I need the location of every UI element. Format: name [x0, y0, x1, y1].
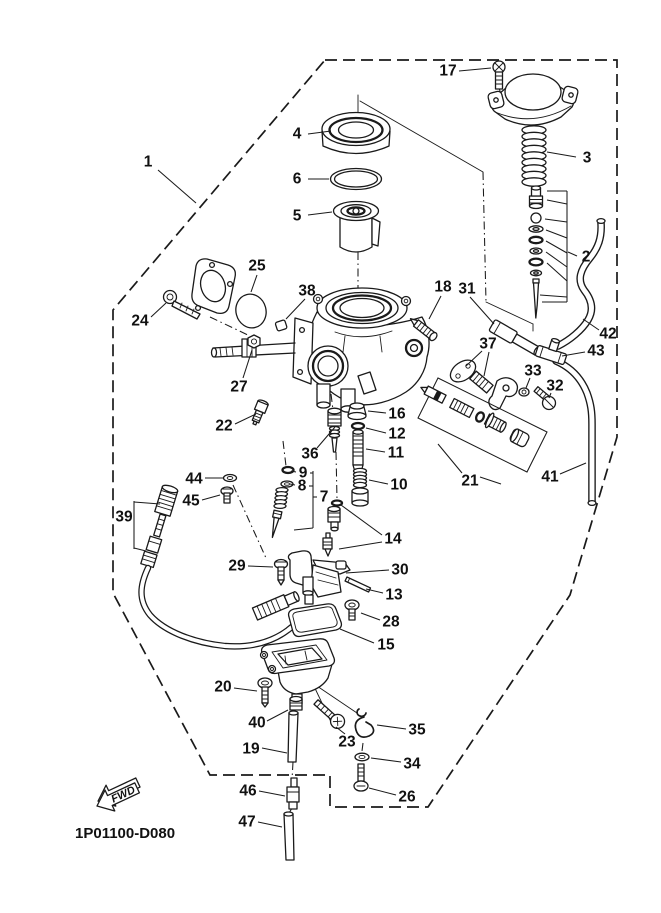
part-25-gasket-plate — [192, 259, 235, 313]
part-10-spring — [354, 468, 367, 487]
leader-line-29 — [248, 566, 273, 567]
part-label-1: 1 — [143, 153, 153, 171]
leader-line-33 — [526, 378, 530, 388]
part-label-47: 47 — [238, 813, 256, 831]
part-label-5: 5 — [292, 207, 302, 225]
part-label-34: 34 — [403, 755, 421, 773]
leader-line-15 — [340, 629, 374, 643]
leader-line-39 — [134, 548, 146, 551]
part-label-6: 6 — [292, 170, 302, 188]
leader-line-24 — [151, 303, 166, 317]
leader-line-2 — [568, 252, 577, 256]
part-label-30: 30 — [391, 561, 409, 579]
leader-line-47 — [258, 822, 282, 827]
part-label-16: 16 — [388, 405, 406, 423]
part-45-screw — [221, 487, 233, 503]
part-label-46: 46 — [239, 782, 257, 800]
part-label-38: 38 — [298, 282, 316, 300]
part-11-needle-jet — [353, 430, 363, 472]
part-46-fitting — [287, 778, 299, 809]
leader-line-14 — [339, 542, 382, 549]
leader-line-35 — [377, 725, 406, 729]
leader-line-12 — [366, 428, 386, 433]
leader-line-5 — [308, 212, 332, 215]
leader-line-30 — [346, 570, 389, 573]
part-34-washer — [355, 753, 369, 761]
part-37-bracket — [446, 356, 493, 393]
part-35-clip — [355, 709, 373, 737]
part-14-jet-set — [323, 501, 342, 557]
leader-line-11 — [366, 449, 385, 452]
part-label-3: 3 — [582, 149, 592, 167]
part-label-44: 44 — [185, 470, 203, 488]
part-label-15: 15 — [377, 636, 395, 654]
part-3-spring — [522, 126, 546, 186]
part-label-2: 2 — [581, 248, 591, 266]
part-label-13: 13 — [385, 586, 403, 604]
leader-line-39 — [134, 502, 160, 504]
part-29-screw — [275, 560, 288, 586]
fwd-arrow-label: FWD — [109, 784, 138, 806]
leader-line-10 — [369, 480, 388, 484]
part-2-needle-set — [529, 186, 543, 318]
leader-line-38 — [286, 299, 305, 319]
part-label-42: 42 — [599, 325, 617, 343]
part-label-24: 24 — [131, 312, 149, 330]
leader-line-7 — [294, 528, 313, 530]
leader-line-1 — [158, 170, 196, 203]
part-16-cap-nut — [348, 403, 366, 420]
part-label-37: 37 — [479, 335, 497, 353]
leader-line-25 — [251, 275, 257, 292]
part-47-tube — [284, 812, 294, 860]
part-label-25: 25 — [248, 257, 266, 275]
part-36-pilot-screw — [328, 408, 341, 452]
part-label-17: 17 — [439, 62, 457, 80]
leader-line-34 — [371, 758, 401, 762]
part-label-14: 14 — [384, 530, 402, 548]
part-38-plug — [275, 320, 287, 332]
fwd-arrow — [91, 773, 145, 817]
part-label-45: 45 — [182, 492, 200, 510]
part-23-screw — [311, 697, 347, 731]
part-label-21: 21 — [461, 472, 479, 490]
part-label-32: 32 — [546, 377, 564, 395]
leader-line-3 — [547, 152, 576, 157]
leader-line-31 — [470, 297, 494, 324]
float-bowl — [261, 639, 335, 704]
part-label-28: 28 — [382, 613, 400, 631]
part-26-screw — [354, 764, 368, 791]
part-4-diaphragm-cap — [322, 113, 390, 154]
part-label-29: 29 — [228, 557, 246, 575]
part-19-tube — [288, 711, 298, 762]
part-9-oring — [283, 467, 294, 473]
part-label-4: 4 — [292, 125, 302, 143]
part-12-oring — [352, 423, 364, 429]
leader-line-37 — [484, 352, 489, 376]
part-40-fitting — [290, 697, 302, 711]
part-label-43: 43 — [587, 342, 605, 360]
part-44-washer — [224, 475, 237, 482]
leader-line-19 — [262, 748, 287, 753]
part-31-tube — [489, 319, 543, 357]
leader-line-20 — [234, 688, 257, 691]
part-2-group-box — [540, 191, 567, 302]
leader-line-40 — [267, 710, 288, 721]
part-27-nut — [248, 335, 260, 348]
part-label-41: 41 — [541, 468, 559, 486]
leader-line-26 — [369, 788, 396, 795]
part-label-12: 12 — [388, 425, 406, 443]
part-label-31: 31 — [458, 280, 476, 298]
diagram-code: 1P01100-D080 — [75, 825, 176, 842]
part-28-screw — [345, 600, 359, 620]
part-label-19: 19 — [242, 740, 260, 758]
part-label-36: 36 — [301, 445, 319, 463]
part-label-23: 23 — [338, 733, 356, 751]
leader-line-28 — [361, 613, 380, 620]
leader-line-18 — [429, 296, 441, 319]
part-label-20: 20 — [214, 678, 232, 696]
leader-line-41 — [560, 463, 586, 474]
part-20-screw — [258, 678, 272, 707]
part-label-27: 27 — [230, 378, 248, 396]
part-6-oring — [331, 169, 382, 190]
part-15-gasket — [289, 604, 342, 637]
part-7-needle-jet — [268, 488, 288, 539]
part-22-pilot-jet — [249, 399, 269, 427]
part-label-22: 22 — [215, 417, 233, 435]
jet-cup — [352, 488, 368, 506]
part-label-11: 11 — [387, 444, 405, 462]
part-17-screw — [493, 61, 505, 89]
leader-line-45 — [202, 495, 220, 500]
part-label-39: 39 — [115, 508, 133, 526]
part-label-10: 10 — [390, 476, 408, 494]
part-label-40: 40 — [248, 714, 266, 732]
part-label-35: 35 — [408, 721, 426, 739]
part-5-slide — [334, 202, 381, 253]
part-label-18: 18 — [434, 278, 452, 296]
leader-line-17 — [459, 68, 491, 71]
leader-line-14 — [341, 505, 382, 535]
part-13-pin — [345, 577, 370, 592]
leader-line-16 — [368, 411, 386, 413]
leader-line-21 — [480, 477, 501, 484]
part-label-8: 8 — [297, 477, 307, 495]
part-label-26: 26 — [398, 788, 416, 806]
leader-line-21 — [438, 444, 462, 473]
part-33-washer — [519, 388, 529, 396]
part-label-33: 33 — [524, 362, 542, 380]
leader-line-46 — [259, 791, 285, 796]
part-label-9: 9 — [298, 464, 308, 482]
part-25-seal-ring — [232, 291, 270, 332]
part-label-7: 7 — [319, 488, 329, 506]
